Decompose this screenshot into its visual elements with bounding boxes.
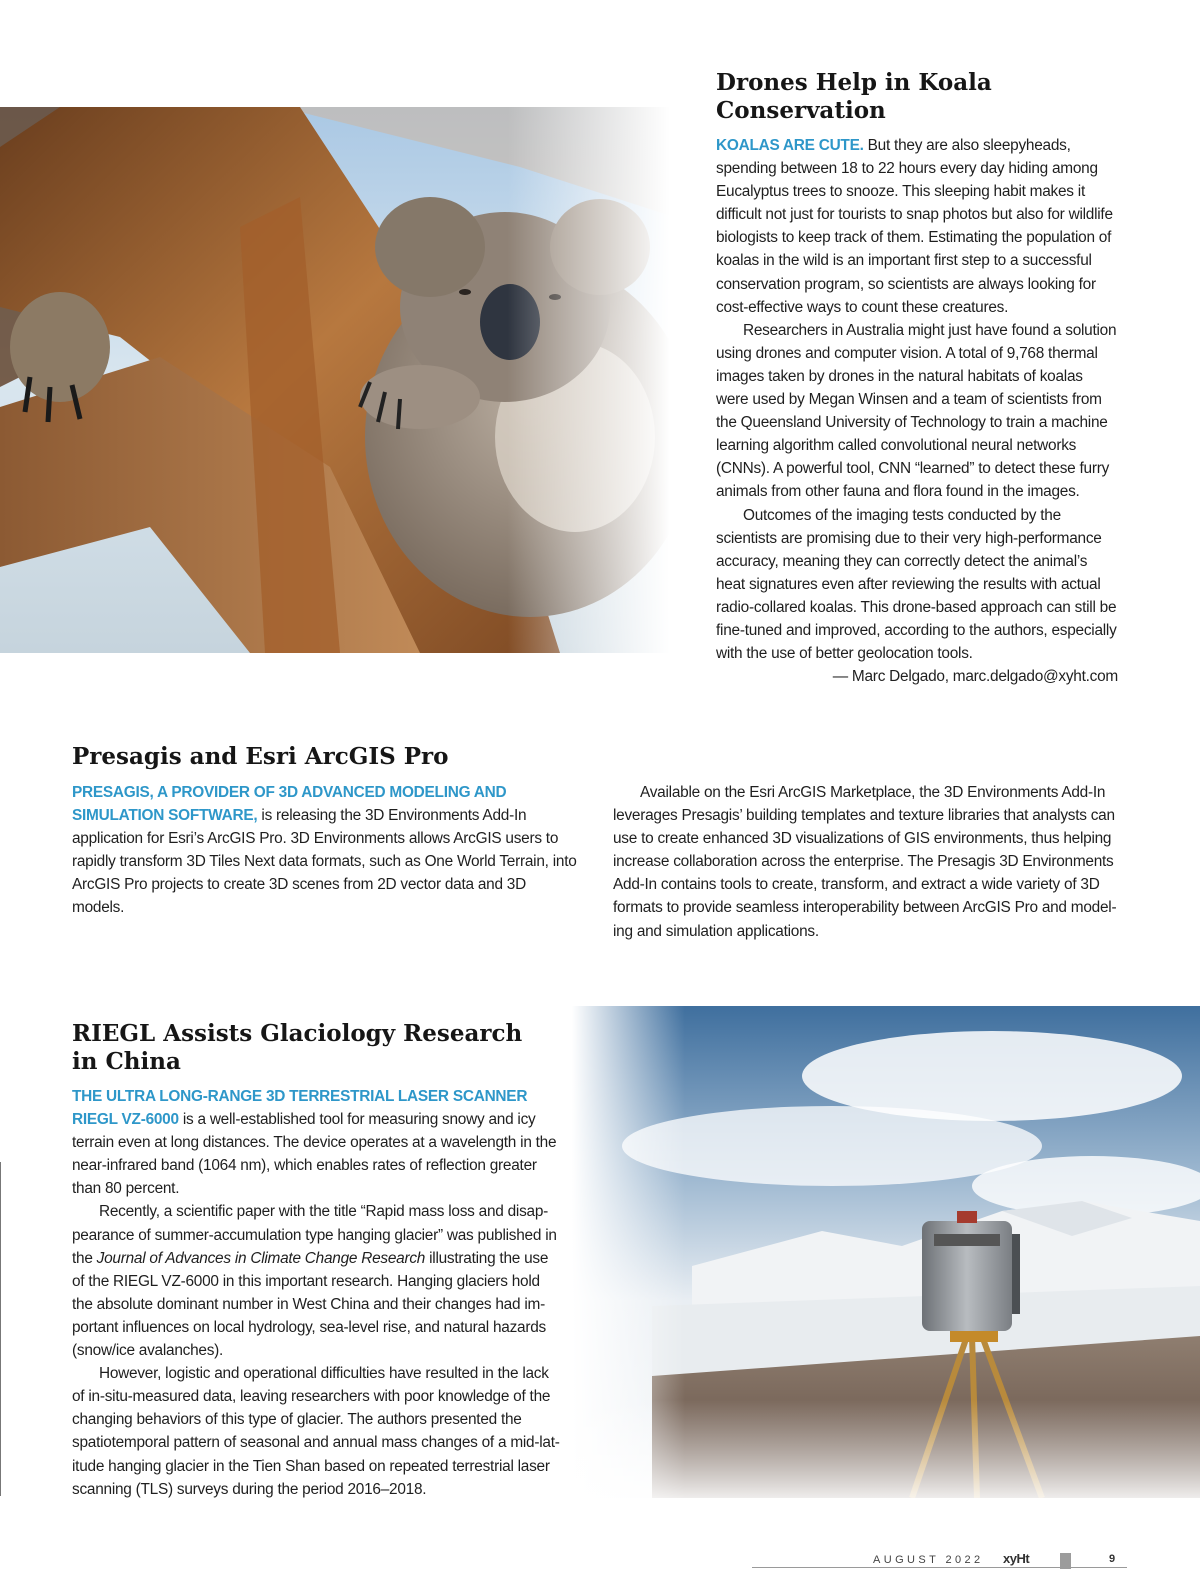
koala-illustration xyxy=(0,107,705,653)
page-edge-mark xyxy=(0,1162,1,1496)
koala-title-line-1: Drones Help in Koala xyxy=(716,69,992,96)
koala-paragraph-1-text: But they are also sleepyheads, spending between 18 to 22 hours every day hiding among Eucalyptus trees to snooze. This sleeping habit makes it difficult not just for tourists to snap photos but also for wildlife biologists to keep track of them. Estimating the population of koalas in the wild is an important first step to a successful conservation program, so scientists are always looking for cost-effective ways to count these creatures. xyxy=(716,137,1113,316)
koala-paragraph-3: Outcomes of the imaging tests conducted by the scientists are promising due to their very high-performance accuracy, meaning they can correctly detect the animal’s heat signatures even after reviewing the results with actual radio-collared koalas. This drone-based approach can still be fine-tuned and improved, according to the authors, especially with the use of better geolocation tools. xyxy=(716,506,1117,663)
koala-lead-in: KOALAS ARE CUTE. xyxy=(716,137,864,154)
presagis-paragraph-2: Available on the Esri ArcGIS Marketplace, the 3D Environments Add-In leverages Presagis’ building templates and texture libraries that analysts can use to create enhanced 3D visualizations of GIS environments, thus helping increase collaboration across the enterprise. The Presagis 3D Environments Add-In contains tools to create, transform, and extract a wide variety of 3D formats to provide seamless interoperability between ArcGIS Pro and modeling and simulation applications. xyxy=(613,784,1117,940)
riegl-paragraph-1-text: is a well-established tool for measuring snowy and icy terrain even at long distances. The device operates at a wavelength in the near-infrared band (1064 nm), which enables rates of reflection greater than 80 percent. xyxy=(72,1111,557,1198)
koala-paragraph-2: Researchers in Australia might just have found a solution using drones and computer vision. A total of 9,768 thermal images taken by drones in the natural habitats of koalas were used by Megan Winsen and a team of scientists from the Queensland University of Technology to train a machine learning algorithm called convolutional neural networks (CNNs). A powerful tool, CNN “learned” to detect these furry animals from other fauna and flora found in the images. xyxy=(716,321,1117,501)
riegl-paragraph-3: However, logistic and operational difficulties have resulted in the lack of in-situ-measured data, leaving researchers with poor knowledge of the changing behaviors of this type of glacier. The authors presented the spatiotemporal pattern of seasonal and annual mass changes of a mid-latitude hanging glacier in the Tien Shan based on repeated terrestrial laser scanning (TLS) surveys during the period 2016–2018. xyxy=(72,1365,560,1498)
riegl-title-line-1: RIEGL Assists Glaciology Research xyxy=(72,1020,523,1047)
riegl-article-title xyxy=(72,1020,560,1076)
riegl-lead-in: THE ULTRA LONG-RANGE 3D TERRESTRIAL LASER SCANNER RIEGL VZ-6000 xyxy=(72,1088,528,1129)
footer-issue-date: AUGUST 2022 xyxy=(873,1554,984,1566)
footer-brand-logo: xyHt xyxy=(1003,1551,1030,1566)
riegl-article-body xyxy=(72,1085,560,1501)
koala-title-line-2: Conservation xyxy=(716,97,886,124)
koala-article-body xyxy=(716,134,1118,688)
presagis-paragraph-1 xyxy=(72,781,577,920)
page-number: 9 xyxy=(1109,1553,1116,1565)
presagis-article-title: Presagis and Esri ArcGIS Pro xyxy=(72,743,449,770)
presagis-paragraph-1-text: is releasing the 3D Environments Add-In application for Esri’s ArcGIS Pro. 3D Environments allows ArcGIS users to rapidly transform 3D Tiles Next data formats, such as One World Terrain, into ArcGIS Pro projects to create 3D scenes from 2D vector data and 3D models. xyxy=(72,807,577,917)
koala-article xyxy=(716,69,1118,688)
glacier-illustration xyxy=(572,1006,1200,1498)
koala-photo xyxy=(0,107,705,653)
koala-byline: — Marc Delgado, marc.delgado@xyht.com xyxy=(832,668,1118,686)
riegl-article xyxy=(72,1020,560,1501)
riegl-paragraph-2-text-b: illustrating the use of the RIEGL VZ-6000 in this important research. Hanging glaciers hold the absolute dominant number in West China and their changes had important influences on local hydrology, sea-level rise, and natural hazards (snow/ice avalanches). xyxy=(72,1249,549,1360)
riegl-paragraph-1 xyxy=(72,1085,560,1200)
riegl-paragraph-2 xyxy=(72,1200,560,1362)
koala-article-title xyxy=(716,69,1118,125)
riegl-paragraph-2-text-a: Recently, a scientific paper with the title “Rapid mass loss and disappearance of summer-accumulation type hanging glacier” was published in the xyxy=(72,1203,557,1267)
footer-separator-bar xyxy=(1060,1553,1071,1569)
presagis-article-body xyxy=(72,781,1118,943)
riegl-title-line-2: in China xyxy=(72,1048,181,1075)
presagis-lead-in: PRESAGIS, A PROVIDER OF 3D ADVANCED MODELING AND SIMULATION SOFTWARE, xyxy=(72,784,507,825)
glacier-scanner-photo xyxy=(572,1006,1200,1498)
riegl-journal-title: Journal of Advances in Climate Change Research xyxy=(96,1249,426,1267)
koala-paragraph-1 xyxy=(716,134,1118,319)
